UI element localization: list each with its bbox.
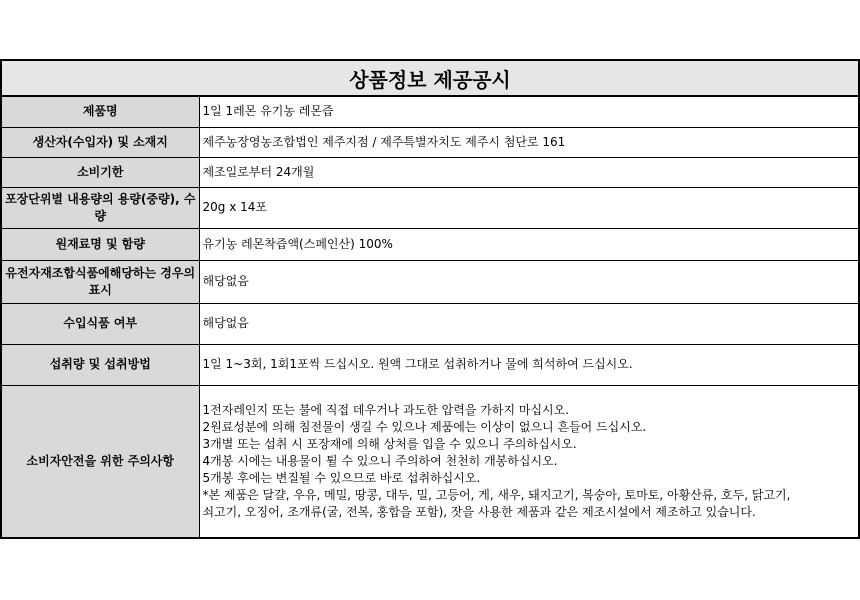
table-row — [1, 303, 859, 344]
row-label-capacity: 포장단위별 내용량의 용량(중량), 수량 — [1, 187, 199, 228]
product-info-sheet — [0, 59, 858, 539]
allergen-line: *본 제품은 달걀, 우유, 메밀, 땅콩, 대두, 밀, 고등어, 게, 새우, 돼지고기, 복숭아, 토마토, 아황산류, 호두, 닭고기, — [202, 487, 791, 502]
precaution-line: 1전자레인지 또는 불에 직접 데우거나 과도한 압력을 가하지 마십시오. — [202, 402, 570, 417]
row-value-precautions — [199, 385, 859, 538]
precaution-line: 3개별 또는 섭취 시 포장재에 의해 상처를 입을 수 있으니 주의하십시오. — [202, 436, 577, 451]
row-value-gmo: 해당없음 — [199, 260, 859, 303]
row-label-gmo: 유전자재조합식품에해당하는 경우의 표시 — [1, 260, 199, 303]
row-value-capacity: 20g x 14포 — [199, 187, 859, 228]
table-row — [1, 260, 859, 303]
row-value-producer: 제주농장영농조합법인 제주지점 / 제주특별자치도 제주시 첨단로 161 — [199, 127, 859, 157]
precaution-line: 4개봉 시에는 내용물이 튈 수 있으니 주의하여 천천히 개봉하십시오. — [202, 453, 558, 468]
table-row — [1, 187, 859, 228]
row-value-expiry: 제조일로부터 24개월 — [199, 157, 859, 187]
table-row — [1, 157, 859, 187]
row-value-imported: 해당없음 — [199, 303, 859, 344]
product-info-table — [0, 59, 860, 539]
row-label-ingredients: 원재료명 및 함량 — [1, 228, 199, 260]
row-label-product-name: 제품명 — [1, 96, 199, 127]
row-label-imported: 수입식품 여부 — [1, 303, 199, 344]
row-label-producer: 생산자(수입자) 및 소재지 — [1, 127, 199, 157]
row-label-intake: 섭취량 및 섭취방법 — [1, 344, 199, 385]
table-row — [1, 344, 859, 385]
row-label-expiry: 소비기한 — [1, 157, 199, 187]
row-value-product-name: 1일 1레몬 유기농 레몬즙 — [199, 96, 859, 127]
table-row — [1, 96, 859, 127]
row-value-ingredients: 유기농 레몬착즙액(스페인산) 100% — [199, 228, 859, 260]
row-value-intake: 1일 1~3회, 1회1포씩 드십시오. 원액 그대로 섭취하거나 물에 희석하여 드십시오. — [199, 344, 859, 385]
allergen-line: 쇠고기, 오징어, 조개류(굴, 전복, 홍합을 포함), 잣을 사용한 제품과 같은 제조시설에서 제조하고 있습니다. — [202, 504, 756, 519]
table-row — [1, 228, 859, 260]
precaution-line: 5개봉 후에는 변질될 수 있으므로 바로 섭취하십시오. — [202, 470, 481, 485]
page-title: 상품정보 제공공시 — [1, 60, 859, 96]
table-row — [1, 127, 859, 157]
table-row — [1, 385, 859, 538]
row-label-precautions: 소비자안전을 위한 주의사항 — [1, 385, 199, 538]
precaution-line: 2원료성분에 의해 침전물이 생길 수 있으나 제품에는 이상이 없으니 흔들어 드십시오. — [202, 419, 647, 434]
